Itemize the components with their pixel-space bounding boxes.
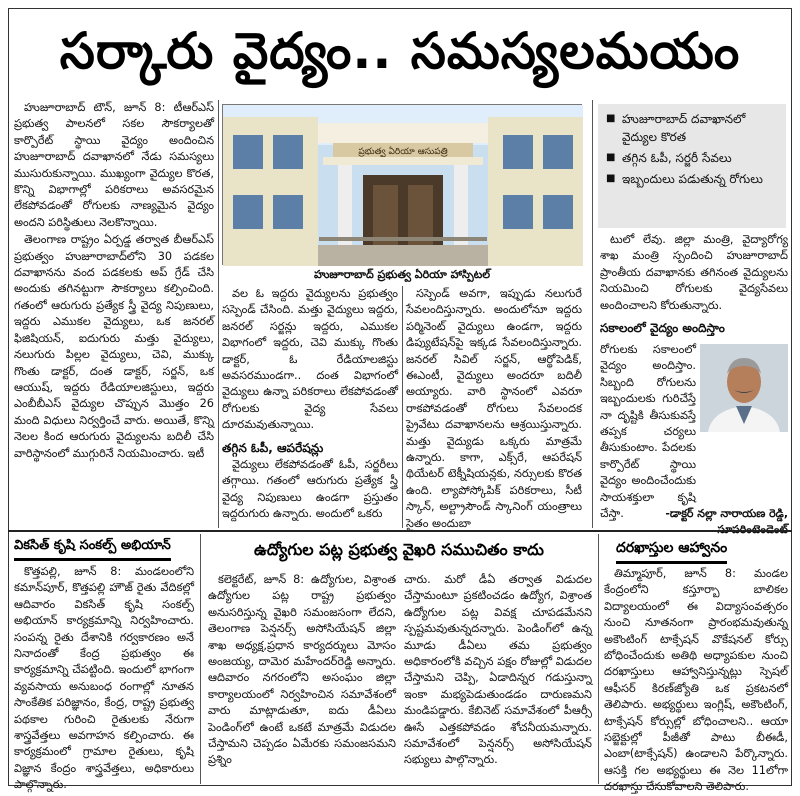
photo-caption: హుజూరాబాద్ ప్రభుత్వ ఏరియా హాస్పిటల్	[313, 268, 491, 281]
bottom-left-title: వికసిత్ కృషి సంకల్ప్ అభియాన్	[14, 538, 171, 561]
column-divider	[402, 286, 403, 528]
signature-name: -డాక్టర్ నల్లా నారాయణ రెడ్డి,	[665, 507, 788, 520]
main-col-4	[600, 232, 788, 342]
main-col-1-para-1: హుజూరాబాద్ టౌన్, జూన్ 8: టీఆర్ఎస్ ప్రభుత్వ పాలనలో సకల సౌకర్యాలతో కార్పొరేట్ స్థాయి వైద్యం అందించిన హుజూరాబాద్ దవాఖానలో నేడు సమస్యలు ముసురుకున్నాయి. ముఖ్యంగా వైద్యుల కొరత, కొన్ని విభాగాల్లో పరికరాలు అవసరమైన లేకపోవడంతో రోగులకు నాణ్యమైన వైద్యం అందని పరిస్థితులు నెలకొన్నాయి.	[14, 101, 214, 229]
column-divider	[592, 100, 593, 528]
hospital-sign-text: ప్రభుత్వ ఏరియా ఆసుపత్రి	[358, 147, 448, 157]
column-divider	[598, 534, 599, 784]
column-divider	[218, 100, 219, 528]
main-col-1-para-2: తెలంగాణ రాష్ట్రం ఏర్పడ్డ తర్వాత బీఆర్ఎస్ ప్రభుత్వం హుజూరాబాద్‌లోని 30 పడకల దవాఖానను వంద పడకలకు అప్ గ్రేడ్ చేసి అందుకు తగినట్టుగా సౌకర్యాలు కల్పించింది. గతంలో ఆరుగురు ప్రత్యేక స్త్రీ వైద్య నిపుణులు, ఇద్దరు ఎముకల వైద్యులు, ఒక జనరల్ ఫిజిషియన్, ఐదుగురు మత్తు వైద్యులు, నలుగురు పిల్లల వైద్యులు, చెవి, ముక్కు గొంతు డాక్టర్, దంత డాక్టర్, సర్జన్, ఒక ఆయుష్, ఇద్దరు రేడియాలజిస్టులు, ఇద్దరు ఎంబీబీఎస్ వైద్యుల చొప్పున మొత్తం 26 మంది విధులు నిర్వర్తించే వారు. అయితే, కొన్ని నెలల కింద ఆరుగురు వైద్యులను బదిలీ చేసి వారిస్థానంలో ముగ్గురినే నియమించారు. ఇటీ	[14, 233, 214, 460]
bottom-middle-text-1: కలెక్టరేట్, జూన్ 8: ఉద్యోగుల, విశ్రాంత ఉద్యోగుల పట్ల రాష్ట్ర ప్రభుత్వం అనుసరిస్తున్న వైఖరి సమంజసంగా లేదని, తెలంగాణ పెన్షనర్స్ అసోసియేషన్ జిల్లా శాఖ అధ్యక్ష,ప్రధాన కార్యదర్శులు మోసం అంజయ్య, దామెర మహేందర్‌రెడ్డి అన్నారు. ఆదివారం నగరంలోని అసంఘం జిల్లా కార్యాలయంలో నిర్వహించిన సమావేశంలో వారు మాట్లాడుతూ, ఐదు డీఏలు పెండింగ్‌లో ఉంటే ఒకటే మాత్రమే విడుదల చేస్తామని చెప్పడం ఏమేరకు సమంజసమని ప్రశ్నిం	[208, 573, 396, 767]
highlight-item: ■ ఇబ్బందులు పడుతున్న రోగులు	[606, 170, 778, 188]
subhead-timely-treatment: సకాలంలో వైద్యం అందిస్తాం	[600, 321, 725, 336]
subhead-op-operations: తగ్గిన ఓపీ, ఆపరేషన్లు	[222, 440, 324, 455]
hospital-building-image	[223, 105, 583, 266]
main-col-2-para-1: వల ఓ ఇద్దరు వైద్యులను ప్రభుత్వం సస్పెండ్ చేసింది. మత్తు వైద్యులు ఇద్దరు, జనరల్ సర్జన్లు ఇద్దరు, ఎముకల విభాగంలో ఇద్దరు, చెవి ముక్కు గొంతు డాక్టర్, ఓ రేడియాలజిస్టు అవసరముండగా.. దంత విభాగంలో వైద్యులు ఉన్నా పరికరాలు లేకపోవడంతో రోగులకు వైద్య సేవలు దూరమవుతున్నాయి.	[222, 287, 398, 432]
main-col-3	[406, 286, 582, 528]
quote-text: రోగులకు సకాలంలో వైద్యం అందిస్తాం. సిబ్బంది రోగులను ఇబ్బందులకు గురిచేస్తే నా దృష్టికి తీసుకువస్తే తప్పక చర్యలు తీసుకుంటాం. పేదలకు కార్పొరేట్ స్థాయి వైద్యం అందించేందుకు సాయశక్తులా కృషి చేస్తా.	[600, 343, 696, 521]
signature-block	[600, 506, 788, 538]
bottom-middle-title: ఉద్యోగుల పట్ల ప్రభుత్వ వైఖరి సముచితం కాదు	[254, 540, 544, 559]
doctor-portrait-image	[700, 344, 788, 432]
bottom-right-title: దరఖాస్తుల ఆహ్వానం	[616, 540, 727, 564]
section-divider	[8, 530, 792, 532]
bottom-right-body	[604, 566, 788, 794]
highlight-item: ■ తగ్గిన ఓపీ, సర్జరీ సేవలు	[606, 149, 778, 167]
bottom-left-text: కొత్తపల్లి, జూన్ 8: మండలంలోని కమాన్‌పూర్, కొత్తపల్లి హౌజ్ రైతు వేదికల్లో ఆదివారం వికసిత్ కృషి సంకల్ప్ అభియాన్ కార్యక్రమాన్ని నిర్వహించారు. సంపన్న రైతు దేశానికి గర్వకారణం అనే నినాదంతో కేంద్ర ప్రభుత్వం ఈ కార్యక్రమాన్ని చేపట్టింది. ఇందులో భాగంగా వ్యవసాయ అనుబంధ రంగాల్లో నూతన సాంకేతిక పరిజ్ఞానం, కేంద్ర, రాష్ట్ర ప్రభుత్వ పథకాల గురించి రైతులకు నేరుగా శాస్త్రవేత్తలు అవగాహన కల్పించారు. ఈ కార్యక్రమంలో గ్రామాల రైతులు, కృషి విజ్ఞాన కేంద్రం శాస్త్రవేత్తలు, అధికారులు పాల్గొన్నారు.	[14, 565, 194, 792]
bottom-middle-col-2	[404, 572, 592, 784]
bottom-middle-col-1	[208, 572, 396, 784]
bottom-right-text: తిమ్మాపూర్, జూన్ 8: మండల కేంద్రంలోని కస్తూర్బా బాలికల విద్యాలయంలో ఈ విద్యాసంవత్సరం నుంచి నూతనంగా ప్రారంభమవుతున్న అకౌంటింగ్ టాక్సేషన్ వొకేషనల్ కోర్సు బోధించేందుకు అతిథి అధ్యాపకుల నుంచి దరఖాస్తులు ఆహ్వానిస్తున్నట్లు స్పెషల్ ఆఫీసర్ కిరణ్‌జ్యోతి ఒక ప్రకటనలో తెలిపారు. అభ్యర్థులు ఇంగ్లిష్, అకౌంటింగ్, టాక్సేషన్ కోర్సుల్లో బోధించాలని.. ఆయా సబ్జెక్టుల్లో పీజీతో పాటు బీఈడీ, ఎంబా(టాక్సేషన్) ఉండాలని పేర్కొన్నారు. ఆసక్తి గల అభ్యర్థులు ఈ నెల 11లోగా దరఖాస్తు చేసుకోవాలని తెలిపారు.	[604, 567, 788, 794]
main-col-4-para-1: టులో లేవు. జిల్లా మంత్రి, వైద్యారోగ్య శాఖ మంత్రి స్పందించి హుజూరాబాద్ ప్రాంతీయ దవాఖానకు తగినంత వైద్యులను నియమించి రోగులకు వైద్యసేవలు అందించాలని కోరుతున్నారు.	[600, 233, 788, 312]
main-col-2	[222, 286, 398, 528]
doctor-photo	[700, 344, 788, 432]
highlight-item: ■ హుజూరాబాద్ దవాఖానలో వైద్యుల కొరత	[606, 110, 778, 146]
page-headline: సర్కారు వైద్యం.. సమస్యలమయం	[59, 22, 741, 80]
main-col-4-quote	[600, 342, 696, 521]
main-col-1	[14, 100, 214, 528]
column-divider	[200, 534, 201, 784]
bottom-middle-text-2: చారు. మరో డీఏ తర్వాత విడుదల చేస్తామంటూ ప్రకటించడం ఉద్యోగ, విశ్రాంత ఉద్యోగుల పట్ల వివక్ష చూపడమేనని స్పష్టమవుతున్నదన్నారు. పెండింగ్‌లో ఉన్న మూడు డీఏలు తమ ప్రభుత్వం అధికారంలోకి వచ్చిన పక్షం రోజుల్లో విడుదల చేస్తామని చెప్పి, ఏడాదిన్నర గడుస్తున్నా ఇంకా మభ్యపెడుతుండడం దారుణమని మండిపడ్డారు. కేబినెట్ సమావేశంలో పీఆర్సీ ఊసే ఎత్తకపోవడం శోచనీయమన్నారు. సమావేశంలో పెన్షనర్స్ అసోసియేషన్ సభ్యులు పాల్గొన్నారు.	[404, 573, 592, 767]
main-col-2-para-2: వైద్యులు లేకపోవడంతో ఓపీ, సర్జరీలు తగ్గాయి. గతంలో ఆరుగురు ప్రత్యేక స్త్రీ వైద్య నిపుణులు ఉండగా ప్రస్తుతం ఇద్దరుగురు ఉన్నారు. అందులో ఒకరు	[222, 458, 398, 521]
hospital-photo	[222, 104, 582, 265]
main-col-3-para-1: సస్పెండ్ అవగా, ఇప్పుడు నలుగురే సేవలందిస్తున్నారు. అందులోనూ ఇద్దరు పర్మినెంట్ వైద్యులు ఉండగా, ఇద్దరు డిప్యుటేషన్‌పై ఇక్కడ సేవలందిస్తున్నారు. జనరల్ సివిల్ సర్జన్, ఆర్థోపెడిక్, ఈఎంటీ, వైద్యులు అందరూ బదిలీ అయ్యారు. వారి స్థానంలో ఎవరూ రాకపోవడంతో రోగులు సేవలందక ప్రైవేటు దవాఖానలను ఆశ్రయిస్తున్నారు. మత్తు వైద్యుడు ఒక్కరు మాత్రమే ఉన్నారు. కాగా, ఎక్స్‌రే, ఆపరేషన్ థియేటర్ టెక్నీషియన్లకు, నర్సులకు కొరత ఉంది. ల్యాపోస్కోపిక్ పరికరాలు, సీటీ స్కాన్, అల్ట్రాసౌండ్ స్కానింగ్ యంత్రాలు సైతం అందుబా	[406, 287, 582, 530]
highlights-box	[598, 104, 786, 228]
bottom-left-body	[14, 564, 194, 792]
